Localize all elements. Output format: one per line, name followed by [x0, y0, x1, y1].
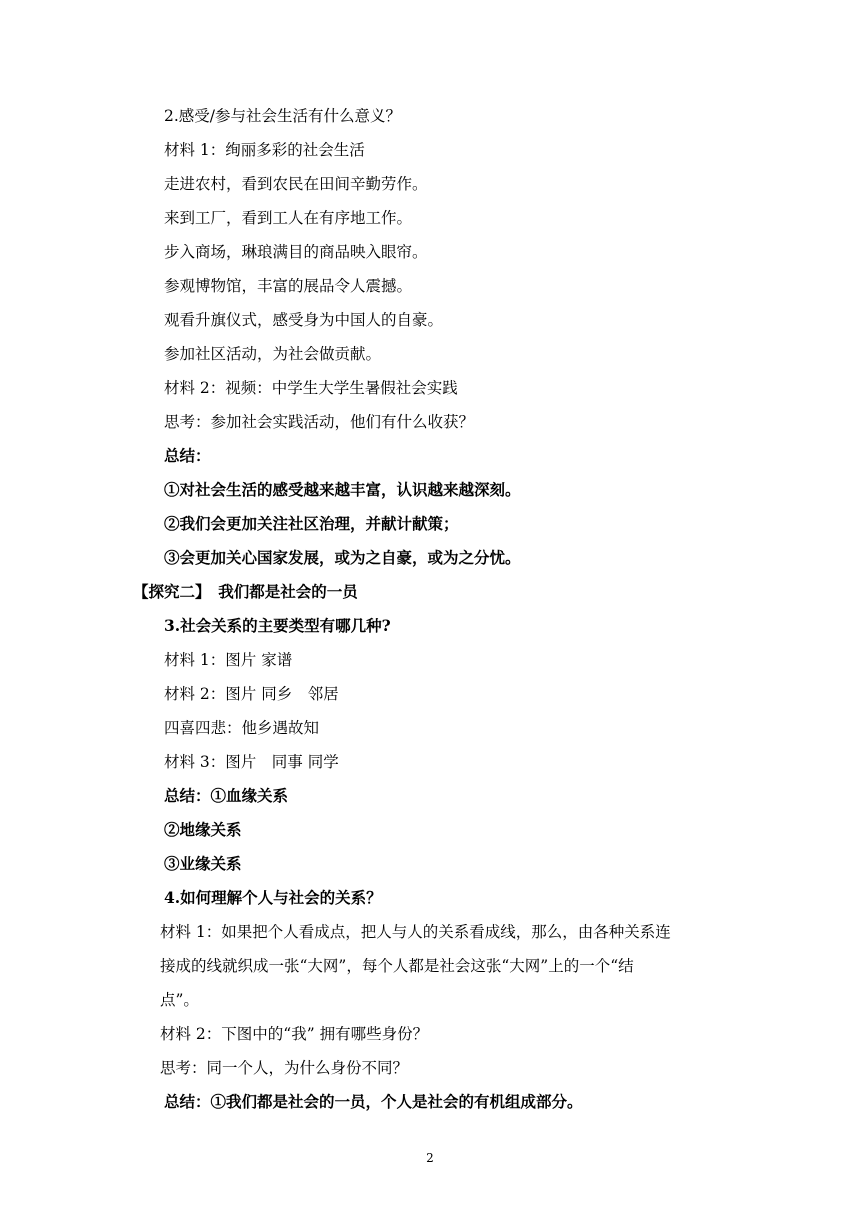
question-2-heading: 2.感受/参与社会生活有什么意义？ [164, 107, 402, 125]
summary-label: 总结： [164, 446, 211, 465]
material-1-line-1: 走进农村，看到农民在田间辛勤劳作。 [164, 175, 428, 193]
section-heading-explore-2: 【探究二】 我们都是社会的一员 [133, 582, 358, 601]
material-1-line-3: 步入商场，琳琅满目的商品映入眼帘。 [164, 243, 428, 261]
q3-summary-3: ③业缘关系 [164, 854, 242, 873]
q3-summary-1: 总结：①血缘关系 [164, 786, 289, 805]
material-1-line-4: 参观博物馆，丰富的展品令人震撼。 [164, 277, 413, 295]
q4-think-question: 思考：同一个人，为什么身份不同？ [160, 1059, 409, 1077]
q3-summary-2: ②地缘关系 [164, 820, 242, 839]
material-2-title: 材料 2：视频：中学生大学生暑假社会实践 [164, 379, 458, 397]
q4-material-1-line-3: 点”。 [160, 991, 199, 1009]
question-3-heading: 3.社会关系的主要类型有哪几种? [164, 616, 391, 635]
material-1-line-2: 来到工厂，看到工人在有序地工作。 [164, 209, 413, 227]
q4-material-1-line-1: 材料 1：如果把个人看成点，把人与人的关系看成线，那么，由各种关系连 [160, 923, 671, 941]
material-1-line-6: 参加社区活动，为社会做贡献。 [164, 345, 382, 363]
summary-point-3: ③会更加关心国家发展，或为之自豪，或为之分忧。 [164, 548, 521, 567]
q3-material-3: 材料 3：图片 同事 同学 [164, 753, 339, 771]
q4-material-2: 材料 2：下图中的“我” 拥有哪些身份？ [160, 1025, 429, 1043]
q3-material-1: 材料 1：图片 家谱 [164, 651, 293, 669]
page-number: 2 [426, 1151, 434, 1165]
question-4-heading: 4.如何理解个人与社会的关系？ [164, 888, 382, 907]
material-1-title: 材料 1：绚丽多彩的社会生活 [164, 141, 365, 159]
material-1-line-5: 观看升旗仪式，感受身为中国人的自豪。 [164, 311, 444, 329]
think-question: 思考：参加社会实践活动，他们有什么收获？ [164, 413, 475, 431]
q3-material-2: 材料 2：图片 同乡 邻居 [164, 685, 339, 703]
q4-summary-1: 总结：①我们都是社会的一员，个人是社会的有机组成部分。 [164, 1092, 583, 1111]
summary-point-2: ②我们会更加关注社区治理，并献计献策； [164, 514, 459, 533]
q4-material-1-line-2: 接成的线就织成一张“大网”，每个人都是社会这张“大网”上的一个“结 [160, 957, 634, 975]
summary-point-1: ①对社会生活的感受越来越丰富，认识越来越深刻。 [164, 480, 521, 499]
q3-four-joys: 四喜四悲：他乡遇故知 [164, 719, 320, 737]
